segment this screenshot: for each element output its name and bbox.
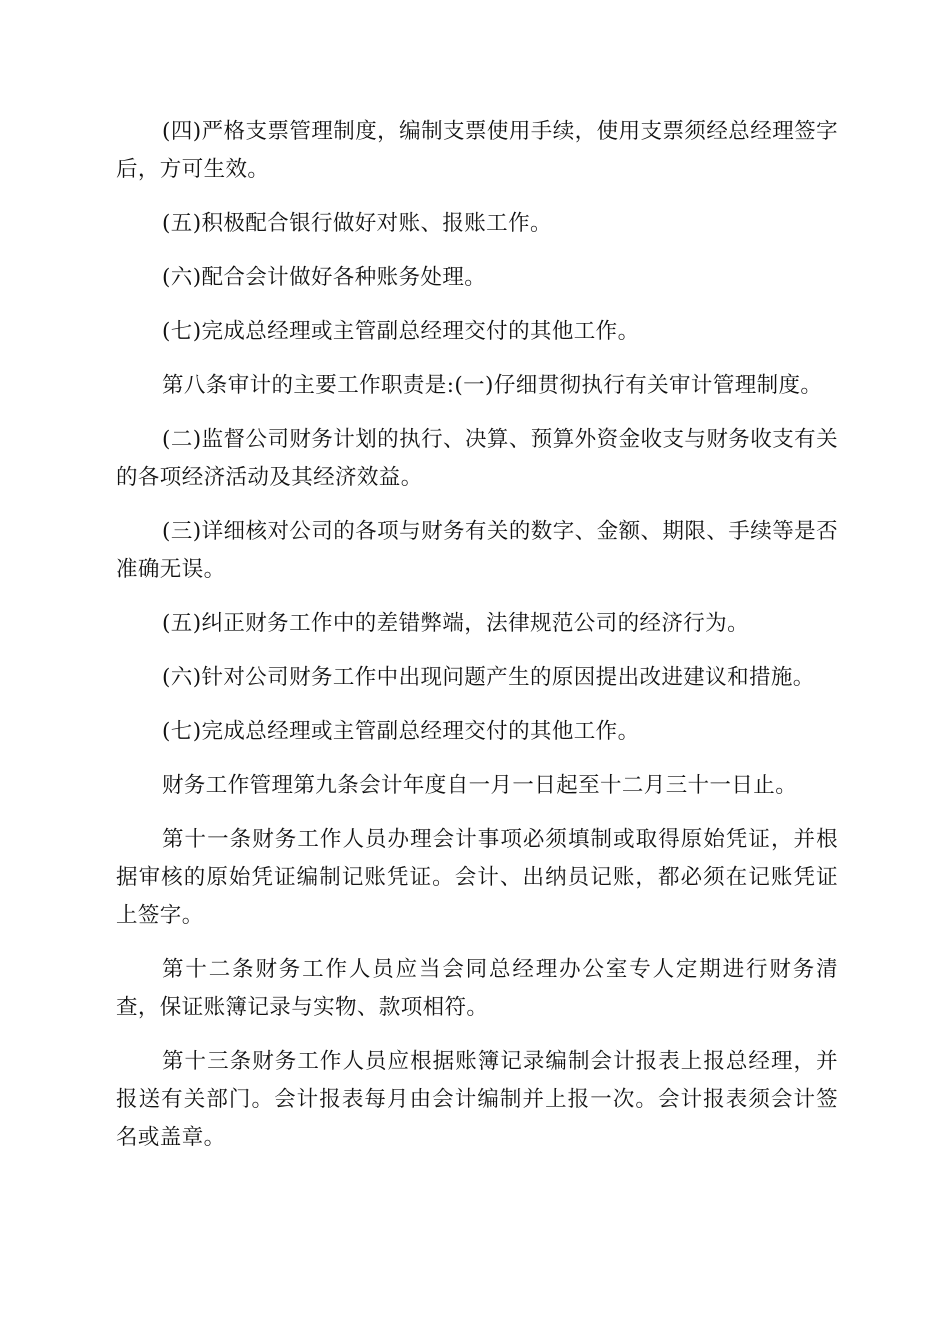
paragraph: (六)针对公司财务工作中出现问题产生的原因提出改进建议和措施。 <box>162 665 815 690</box>
paragraph: (二)监督公司财务计划的执行、决算、预算外资金收支与财务收支有关的各项经济活动及其经济效益。 <box>116 427 838 490</box>
paragraph: (七)完成总经理或主管副总经理交付的其他工作。 <box>162 719 640 744</box>
paragraph: (七)完成总经理或主管副总经理交付的其他工作。 <box>162 319 640 344</box>
paragraph: (五)积极配合银行做好对账、报账工作。 <box>162 211 552 236</box>
paragraph: 财务工作管理第九条会计年度自一月一日起至十二月三十一日止。 <box>162 773 798 798</box>
paragraph: 第十一条财务工作人员办理会计事项必须填制或取得原始凭证，并根据审核的原始凭证编制记账凭证。会计、出纳员记账，都必须在记账凭证上签字。 <box>116 827 838 928</box>
document-body <box>116 113 838 1173</box>
paragraph: 第十二条财务工作人员应当会同总经理办公室专人定期进行财务清查，保证账簿记录与实物、款项相符。 <box>116 957 838 1020</box>
paragraph: (五)纠正财务工作中的差错弊端，法律规范公司的经济行为。 <box>162 611 749 636</box>
paragraph: 第十三条财务工作人员应根据账簿记录编制会计报表上报总经理，并报送有关部门。会计报表每月由会计编制并上报一次。会计报表须会计签名或盖章。 <box>116 1049 838 1150</box>
paragraph: (六)配合会计做好各种账务处理。 <box>162 265 487 290</box>
paragraph: (四)严格支票管理制度，编制支票使用手续，使用支票须经总经理签字后，方可生效。 <box>116 119 838 182</box>
paragraph: 第八条审计的主要工作职责是:(一)仔细贯彻执行有关审计管理制度。 <box>162 373 823 398</box>
paragraph: (三)详细核对公司的各项与财务有关的数字、金额、期限、手续等是否准确无误。 <box>116 519 838 582</box>
